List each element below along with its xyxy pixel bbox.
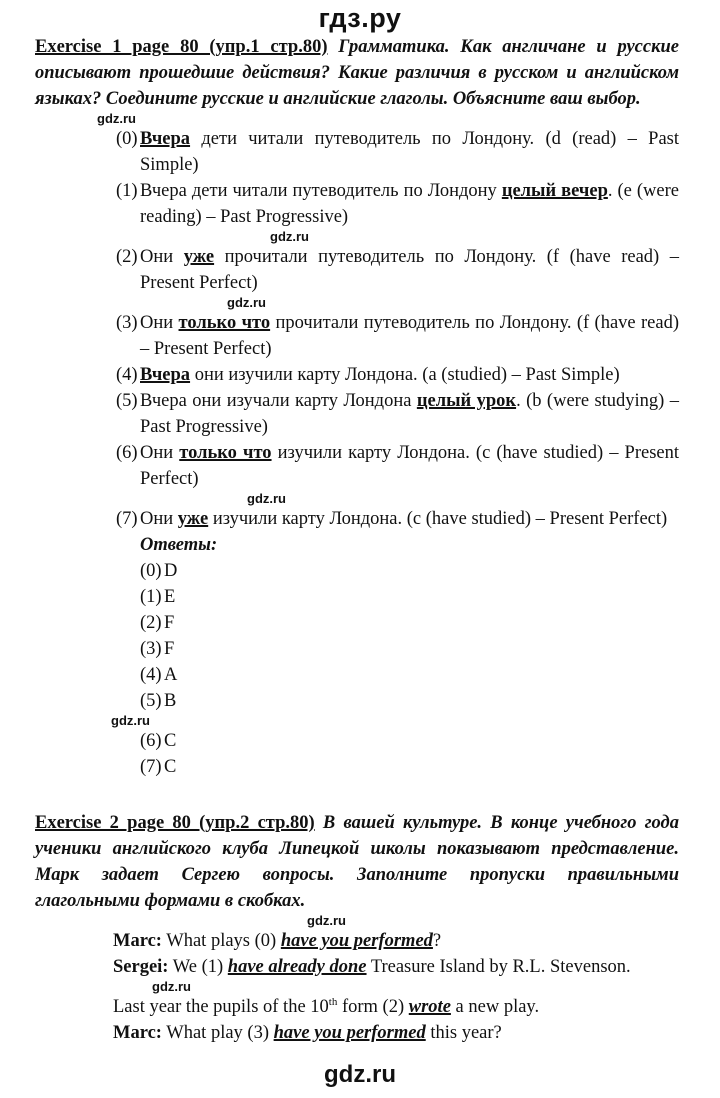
watermark-row: [116, 296, 679, 310]
item-keyword: целый урок: [416, 391, 517, 411]
item-keyword: Вчера: [140, 129, 191, 149]
dialog-text: this year?: [425, 1023, 502, 1043]
watermark-row: [0, 112, 720, 126]
answer-letter: C: [164, 757, 177, 777]
item-number: (6): [116, 443, 138, 463]
speaker-name: Marc:: [113, 1023, 162, 1043]
item-number: (7): [116, 509, 138, 529]
item-keyword: целый вечер: [501, 181, 608, 201]
item-text: Они: [140, 247, 184, 267]
answer-number: (2): [140, 613, 162, 633]
answer-number: (5): [140, 691, 162, 711]
watermark-row: [116, 492, 679, 506]
answer-item: [140, 662, 720, 688]
answers-title: Ответы:: [140, 535, 218, 555]
dialog-text: What plays (0): [161, 931, 281, 951]
watermark-row: [113, 980, 703, 994]
watermark: gdz.ru: [307, 913, 346, 928]
watermark-row: [111, 713, 720, 728]
answer-number: (1): [140, 587, 162, 607]
list-item: [116, 388, 679, 440]
answer-item: [140, 610, 720, 636]
exercise-2-task: [35, 810, 679, 914]
dialog-line: [113, 1020, 703, 1046]
answer-item: [140, 728, 720, 754]
answer-number: (3): [140, 639, 162, 659]
speaker-name: Sergei:: [113, 957, 169, 977]
item-number: (1): [116, 181, 138, 201]
answer-item: [140, 688, 720, 714]
answer-number: (6): [140, 731, 162, 751]
exercise-2-dialog: [113, 928, 703, 1046]
item-text: дети читали путеводитель по Лондону. (d (read) – Past Simple): [140, 129, 679, 175]
item-keyword: только что: [178, 313, 271, 333]
answer-letter: C: [164, 731, 177, 751]
dialog-text: We (1): [168, 957, 228, 977]
watermark: gdz.ru: [97, 111, 136, 126]
exercise-2-instructions: В вашей культуре. В конце учебного года ученики английского клуба Липецкой школы показывают представление. Марк задает Сергею вопросы. Заполните пропуски правильными глагольными формами в скобках.: [35, 813, 679, 911]
dialog-line: [113, 954, 703, 980]
watermark-row: [0, 914, 720, 928]
answer-letter: A: [164, 665, 178, 685]
site-header-title: гдз.ру: [318, 3, 402, 33]
exercise-1-instructions: Грамматика. Как англичане и русские описывают прошедшие действия? Какие различия в русском и английском языках? Соедините русские и английские глаголы. Объясните ваш выбор.: [35, 37, 679, 109]
item-text: изучили карту Лондона. (c (have studied) – Present Perfect): [140, 443, 679, 489]
watermark-row: [116, 230, 679, 244]
item-keyword: уже: [183, 247, 215, 267]
list-item: [116, 178, 679, 230]
exercise-2-reference: Exercise 2 page 80 (упр.2 стр.80): [35, 813, 315, 833]
filled-answer: wrote: [408, 997, 451, 1017]
item-text: Они: [140, 509, 178, 529]
exercise-1-task: [35, 34, 679, 112]
section-gap: [0, 780, 720, 810]
item-text: Вчера они изучали карту Лондона: [140, 391, 417, 411]
item-text: изучили карту Лондона. (c (have studied) – Present Perfect): [208, 509, 668, 529]
item-number: (4): [116, 365, 138, 385]
answer-letter: D: [164, 561, 178, 581]
answer-number: (4): [140, 665, 162, 685]
filled-answer: have already done: [227, 957, 367, 977]
filled-answer: have you performed: [280, 931, 433, 951]
item-text: Они: [140, 443, 180, 463]
item-keyword: уже: [177, 509, 209, 529]
answers-list: [111, 558, 720, 780]
superscript: th: [328, 995, 338, 1008]
item-text: . (b (were studying) – Past Progressive): [140, 391, 679, 437]
answer-item: [140, 584, 720, 610]
item-number: (0): [116, 129, 138, 149]
item-text: Они: [140, 313, 179, 333]
filled-answer: have you performed: [273, 1023, 426, 1043]
dialog-text: What play (3): [161, 1023, 274, 1043]
watermark: gdz.ru: [227, 295, 266, 310]
exercise-1-items: [116, 126, 679, 532]
site-footer-watermark: gdz.ru: [324, 1061, 396, 1088]
answer-letter: F: [164, 613, 175, 633]
answer-item: [140, 636, 720, 662]
item-number: (2): [116, 247, 138, 267]
item-text: они изучили карту Лондона. (a (studied) – Past Simple): [190, 365, 620, 385]
answer-number: (7): [140, 757, 162, 777]
item-number: (5): [116, 391, 138, 411]
dialog-text: form (2): [337, 997, 409, 1017]
dialog-text: a new play.: [450, 997, 540, 1017]
item-number: (3): [116, 313, 138, 333]
item-text: Вчера дети читали путеводитель по Лондону: [140, 181, 502, 201]
item-keyword: только что: [179, 443, 272, 463]
item-text: прочитали путеводитель по Лондону. (f (have read) – Present Perfect): [140, 247, 679, 293]
item-keyword: Вчера: [140, 365, 191, 385]
watermark: gdz.ru: [270, 229, 309, 244]
dialog-line: [113, 928, 703, 954]
list-item: [116, 126, 679, 178]
dialog-text: ?: [432, 931, 442, 951]
answer-number: (0): [140, 561, 162, 581]
item-text: прочитали путеводитель по Лондону. (f (have read) – Present Perfect): [140, 313, 679, 359]
watermark: gdz.ru: [152, 979, 191, 994]
answer-item: [140, 558, 720, 584]
speaker-name: Marc:: [113, 931, 162, 951]
answer-item: [140, 754, 720, 780]
watermark: gdz.ru: [247, 491, 286, 506]
dialog-text: Treasure Island by R.L. Stevenson.: [366, 957, 631, 977]
list-item: [116, 506, 679, 532]
list-item: [116, 440, 679, 492]
answer-letter: E: [164, 587, 176, 607]
exercise-1-reference: Exercise 1 page 80 (упр.1 стр.80): [35, 37, 328, 57]
item-text: . (e (were reading) – Past Progressive): [140, 181, 679, 227]
dialog-text: Last year the pupils of the 10: [113, 997, 329, 1017]
list-item: [116, 310, 679, 362]
dialog-line: [113, 994, 703, 1020]
answer-letter: F: [164, 639, 175, 659]
watermark: gdz.ru: [111, 713, 150, 728]
list-item: [116, 362, 679, 388]
answer-letter: B: [164, 691, 177, 711]
list-item: [116, 244, 679, 296]
